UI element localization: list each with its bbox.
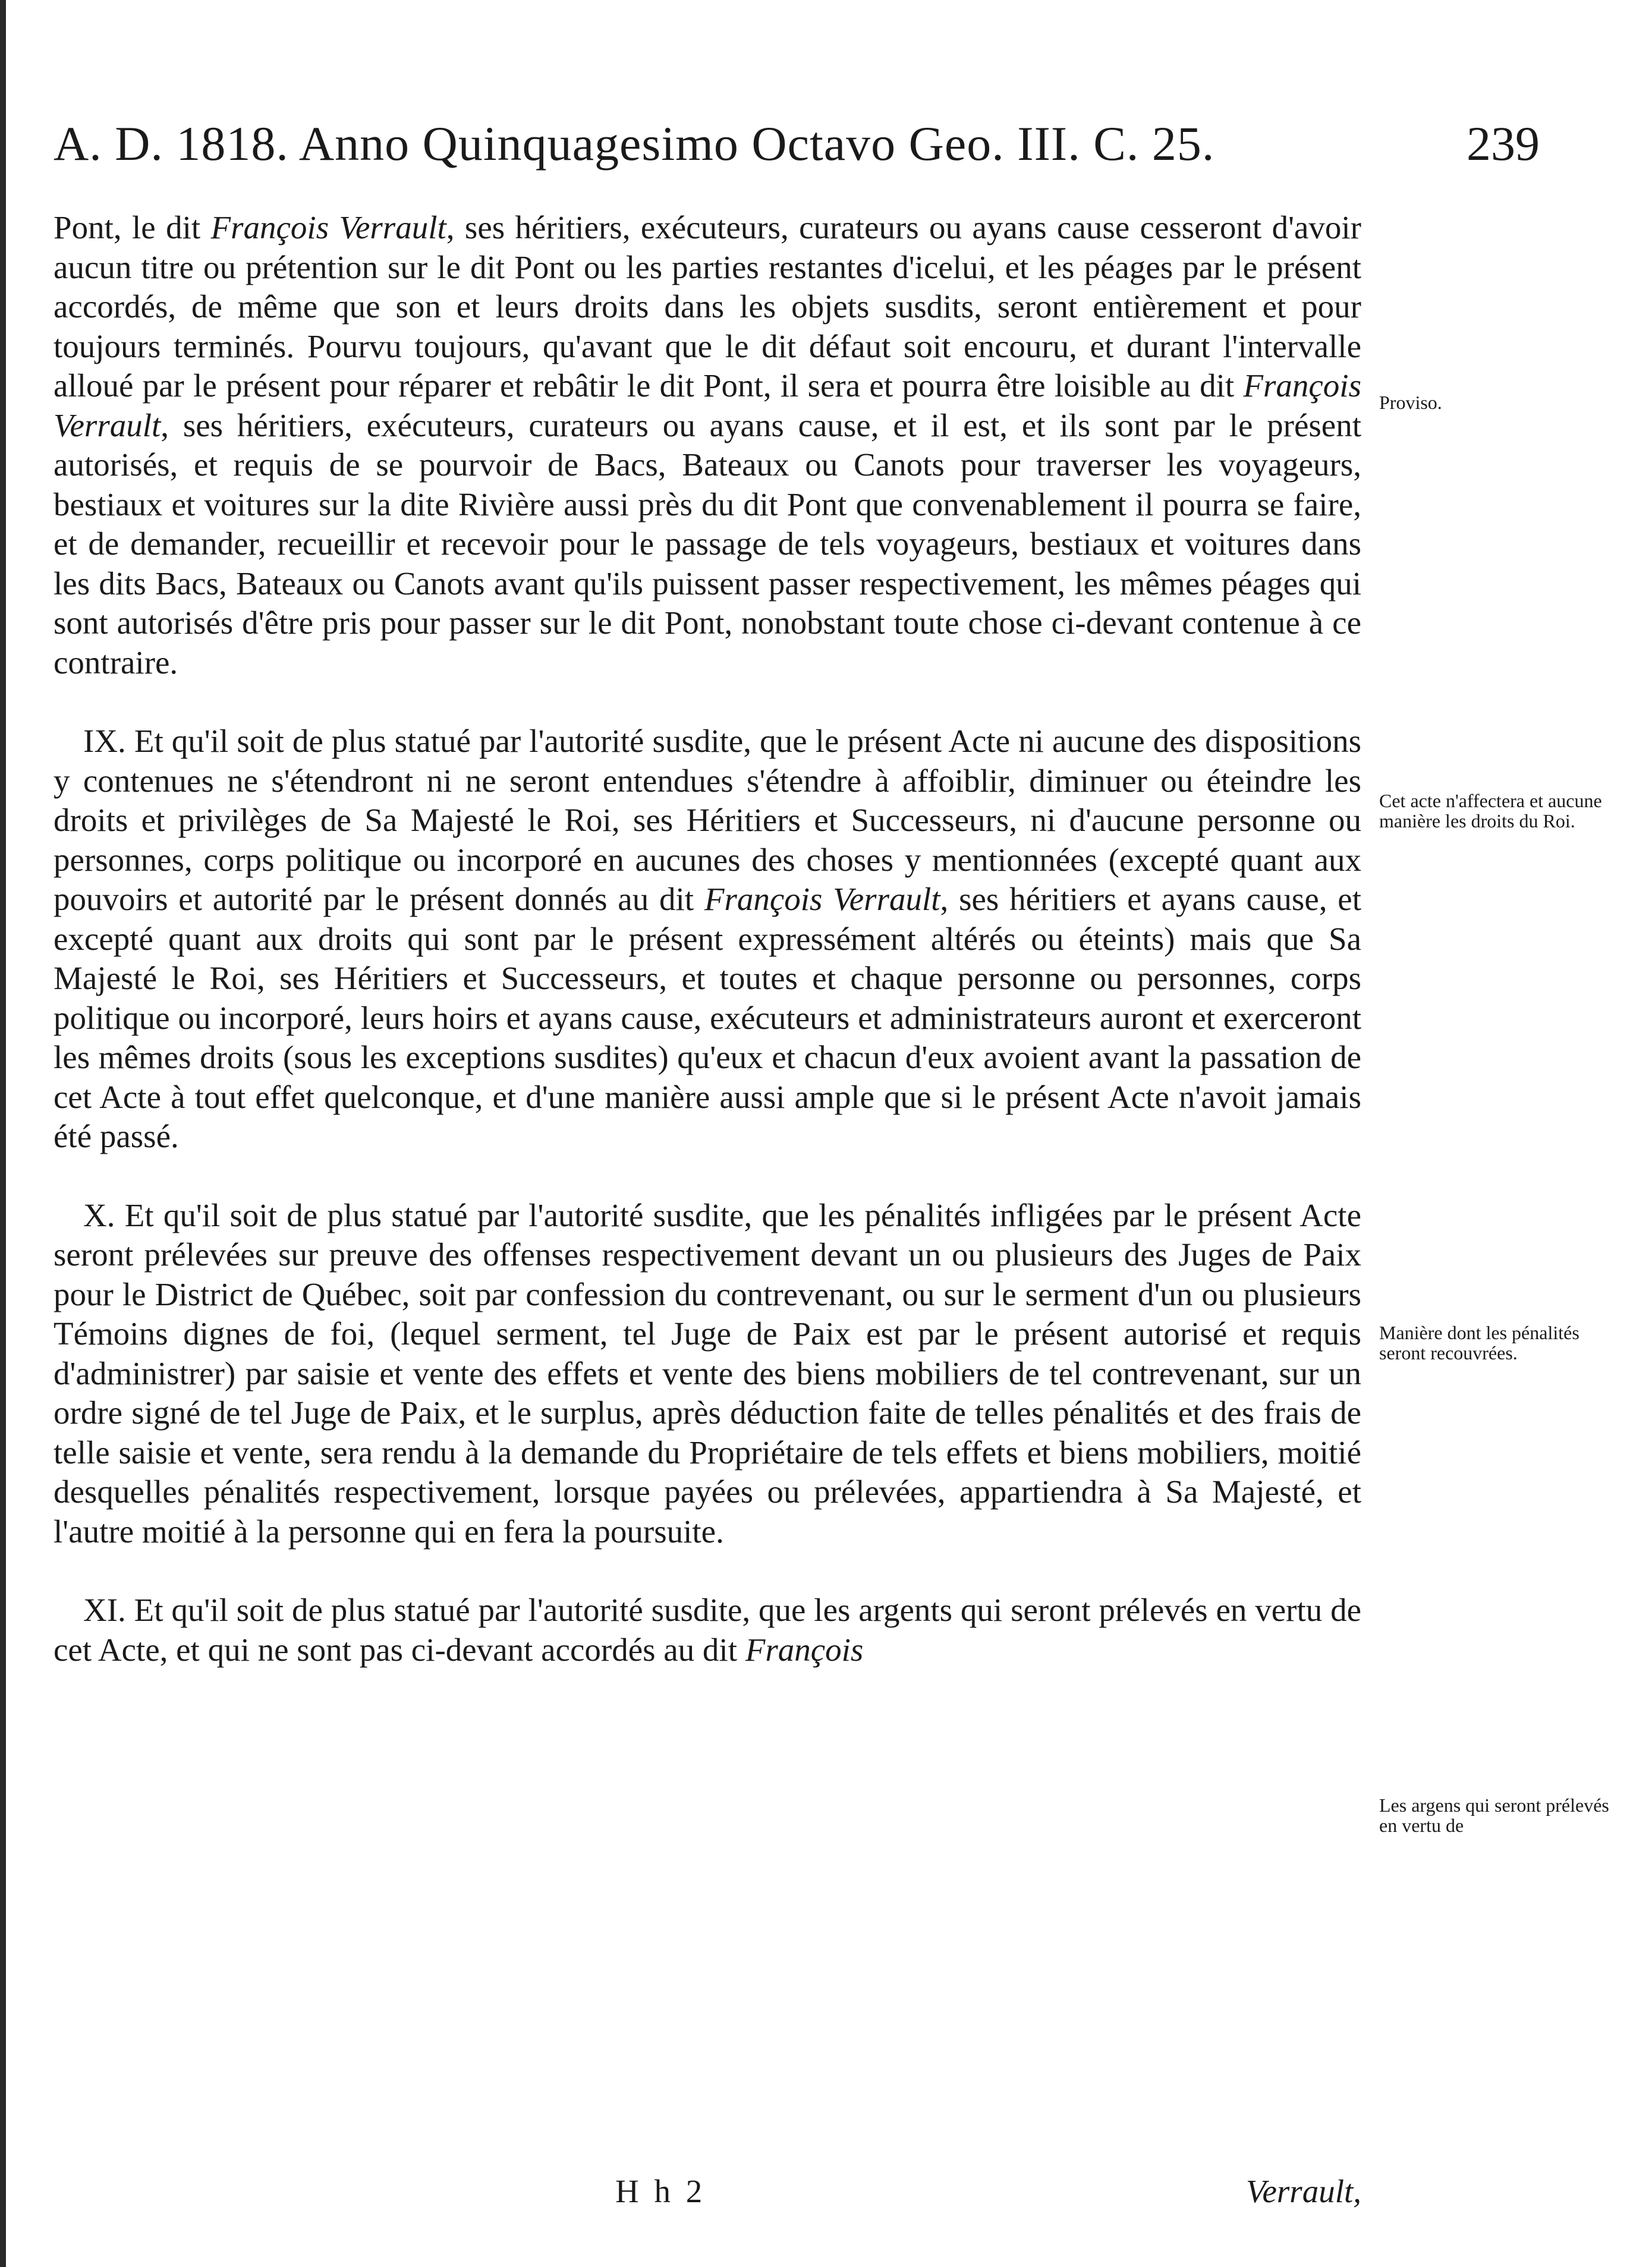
page-number: 239 bbox=[1467, 117, 1540, 171]
catchword: Verrault, bbox=[1245, 2173, 1361, 2209]
margin-note-monies: Les argens qui seront prélevés en vertu de bbox=[1379, 1794, 1609, 1836]
paragraph-section-x: X. Et qu'il soit de plus statué par l'autorité susdite, que les pénalités infligées par le présent Acte seront prélevées sur preuve des offenses respectivement devant un ou plusieurs des Juges de Paix pour le District de Québec, soit par confession du contrevenant, ou sur le serment d'un ou plusieurs Témoins dignes de foi, (lequel serment, tel Juge de Paix est par le présent autorisé et requis d'administrer) par saisie et vente des effets et vente des biens mobiliers de tel contrevenant, sur un ordre signé de tel Juge de Paix, et le surplus, après déduction faite de telles pénalités et des frais de telle saisie et vente, sera rendu à la demande du Propriétaire de tels effets et biens mobiliers, moitié desquelles pénalités respectivement, lorsque payées ou prélevées, appartiendra à Sa Majesté, et l'autre moitié à la personne qui en fera la poursuite. bbox=[54, 1197, 1361, 1550]
page-edge bbox=[0, 0, 6, 2267]
running-title: A. D. 1818. Anno Quinquagesimo Octavo Geo. III. C. 25. bbox=[54, 117, 1215, 171]
paragraph-section-ix: IX. Et qu'il soit de plus statué par l'autorité susdite, que le présent Acte ni aucune des dispositions y contenues ne s'étendront ni ne seront entendues s'étendre à affoiblir, diminuer ou éteindre les droits et privilèges de Sa Majesté le Roi, ses Héritiers et Successeurs, ni d'aucune personne ou personnes, corps politique ou incorporé en aucunes des choses y mentionnées (excepté quant aux pouvoirs et autorité par le présent donnés au dit François Verrault, ses héritiers et ayans cause, et excepté quant aux droits qui sont par le présent expressément altérés ou éteints) mais que Sa Majesté le Roi, ses Héritiers et Successeurs, et toutes et chaque personne ou personnes, corps politique ou incorporé, leurs hoirs et ayans cause, exécuteurs et administrateurs auront et exerceront les mêmes droits (sous les exceptions susdites) qu'eux et chacun d'eux avoient avant la passation de cet Acte à tout effet quelconque, et d'une manière aussi ample que si le présent Acte n'avoit jamais été passé. bbox=[54, 723, 1361, 1154]
signature-mark: H h 2 bbox=[615, 2173, 706, 2209]
running-header bbox=[54, 116, 1540, 181]
document-body bbox=[54, 208, 1361, 1670]
page-footer bbox=[54, 2172, 1361, 2214]
margin-note-rights: Cet acte n'affectera et aucune manière les droits du Roi. bbox=[1379, 790, 1602, 832]
margin-note-proviso: Proviso. bbox=[1379, 392, 1442, 413]
paragraph-section-xi: XI. Et qu'il soit de plus statué par l'autorité susdite, que les argents qui seront prélevés en vertu de cet Acte, et qui ne sont pas ci-devant accordés au dit François bbox=[54, 1592, 1361, 1668]
margin-note-penalties: Manière dont les pénalités seront recouvrées. bbox=[1379, 1322, 1579, 1364]
paragraph-continuation: Pont, le dit François Verrault, ses héritiers, exécuteurs, curateurs ou ayans cause cesseront d'avoir aucun titre ou prétention sur le dit Pont ou les parties restantes d'icelui, et les péages par le présent accordés, de même que son et leurs droits dans les objets susdits, seront entièrement et pour toujours terminés. Pourvu toujours, qu'avant que le dit défaut soit encouru, et durant l'intervalle alloué par le présent pour réparer et rebâtir le dit Pont, il sera et pourra être loisible au dit François Verrault, ses héritiers, exécuteurs, curateurs ou ayans cause, et il est, et ils sont par le présent autorisés, et requis de se pourvoir de Bacs, Bateaux ou Canots pour traverser les voyageurs, bestiaux et voitures sur la dite Rivière aussi près du dit Pont que convenablement il pourra se faire, et de demander, recueillir et recevoir pour le passage de tels voyageurs, bestiaux et voitures dans les dits Bacs, Bateaux ou Canots avant qu'ils puissent passer respectivement, les mêmes péages qui sont autorisés d'être pris pour passer sur le dit Pont, nonobstant toute chose ci-devant contenue à ce contraire. bbox=[54, 209, 1361, 681]
